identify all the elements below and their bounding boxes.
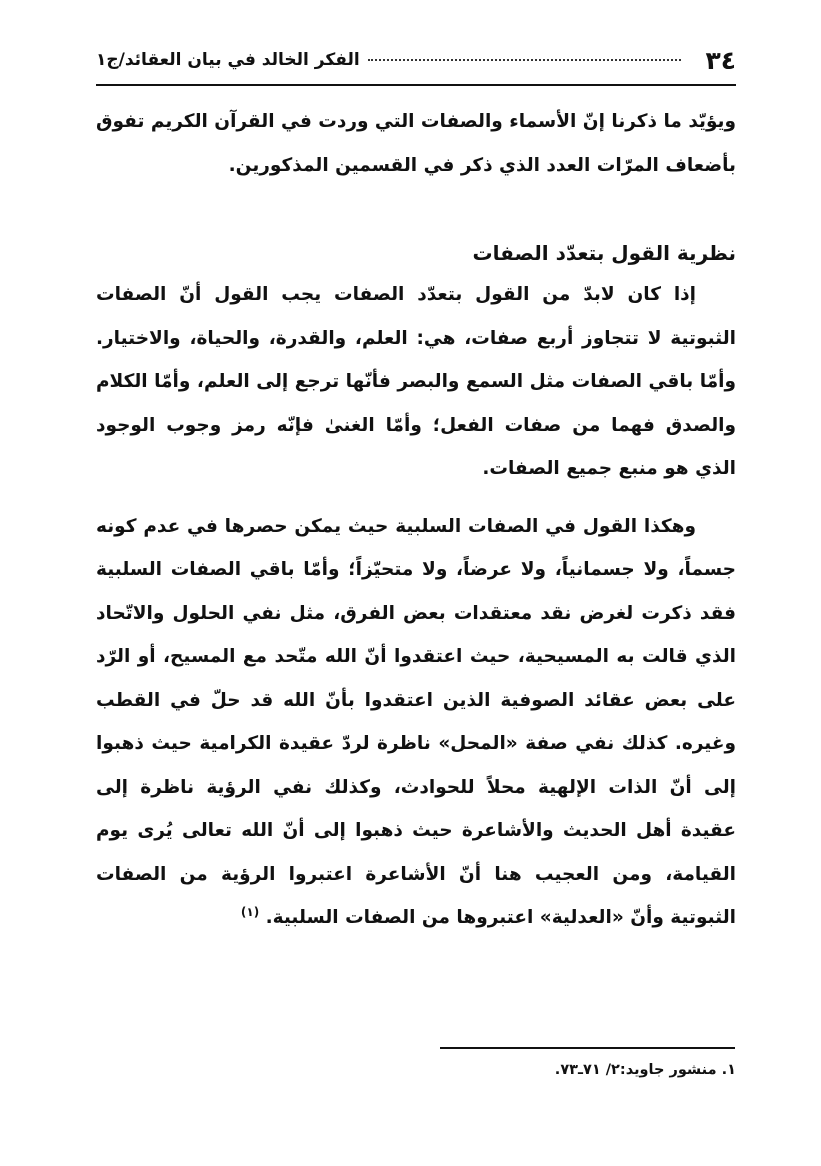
main-text <box>96 100 736 940</box>
header-dotted-leader <box>368 59 682 61</box>
book-title: الفكر الخالد في بيان العقائد/ج١ <box>96 50 360 70</box>
header-rule <box>96 84 736 86</box>
page-number: ٣٤ <box>705 45 736 75</box>
intro-paragraph: ويؤيّد ما ذكرنا إنّ الأسماء والصفات التي وردت في القرآن الكريم تفوق بأضعاف المرّات العدد الذي ذكر في القسمين المذكورين. <box>96 111 736 176</box>
section-heading: نظرية القول بتعدّد الصفات <box>472 241 736 265</box>
footnote-1: ١. منشور جاويد:٢/ ٧١ـ٧٣. <box>554 1062 736 1078</box>
footnote-reference[interactable]: (١) <box>240 904 260 919</box>
running-header <box>96 40 736 80</box>
paragraph-gap <box>96 491 736 505</box>
paragraph-thubutiya: إذا كان لابدّ من القول بتعدّد الصفات يجب القول أنّ الصفات الثبوتية لا تتجاوز أربع صفات، هي: العلم، والقدرة، والحياة، والاختيار. وأمّا باقي الصفات مثل السمع والبصر فأنّها ترجع إلى العلم، وأمّا الكلام والصدق فهما من صفات الفعل؛ وأمّا الغنىٰ فإنّه رمز وجوب الوجود الذي هو منبع جميع الصفات. <box>96 284 736 479</box>
paragraph-salbiya <box>96 505 736 940</box>
footnote-rule <box>440 1047 735 1049</box>
paragraph-salbiya-text: وهكذا القول في الصفات السلبية حيث يمكن حصرها في عدم كونه جسماً، ولا جسمانياً، ولا عرضاً، ولا متحيّزاً؛ وأمّا باقي الصفات السلبية فقد ذكرت لغرض نقد معتقدات بعض الفرق، مثل نفي الحلول والاتّحاد الذي قالت به المسيحية، حيث اعتقدوا أنّ الله متّحد مع المسيح، أو الرّد على بعض عقائد الصوفية الذين اعتقدوا بأنّ الله قد حلّ في القطب وغيره. كذلك نفي صفة «المحل» ناظرة لردّ عقيدة الكرامية حيث ذهبوا إلى أنّ الذات الإلهية محلاً للحوادث، وكذلك نفي الرؤية ناظرة إلى عقيدة أهل الحديث والأشاعرة حيث ذهبوا إلى أنّ الله تعالى يُرى يوم القيامة، ومن العجيب هنا أنّ الأشاعرة اعتبروا الرؤية من الصفات الثبوتية وأنّ «العدلية» اعتبروها من الصفات السلبية. <box>96 515 736 928</box>
